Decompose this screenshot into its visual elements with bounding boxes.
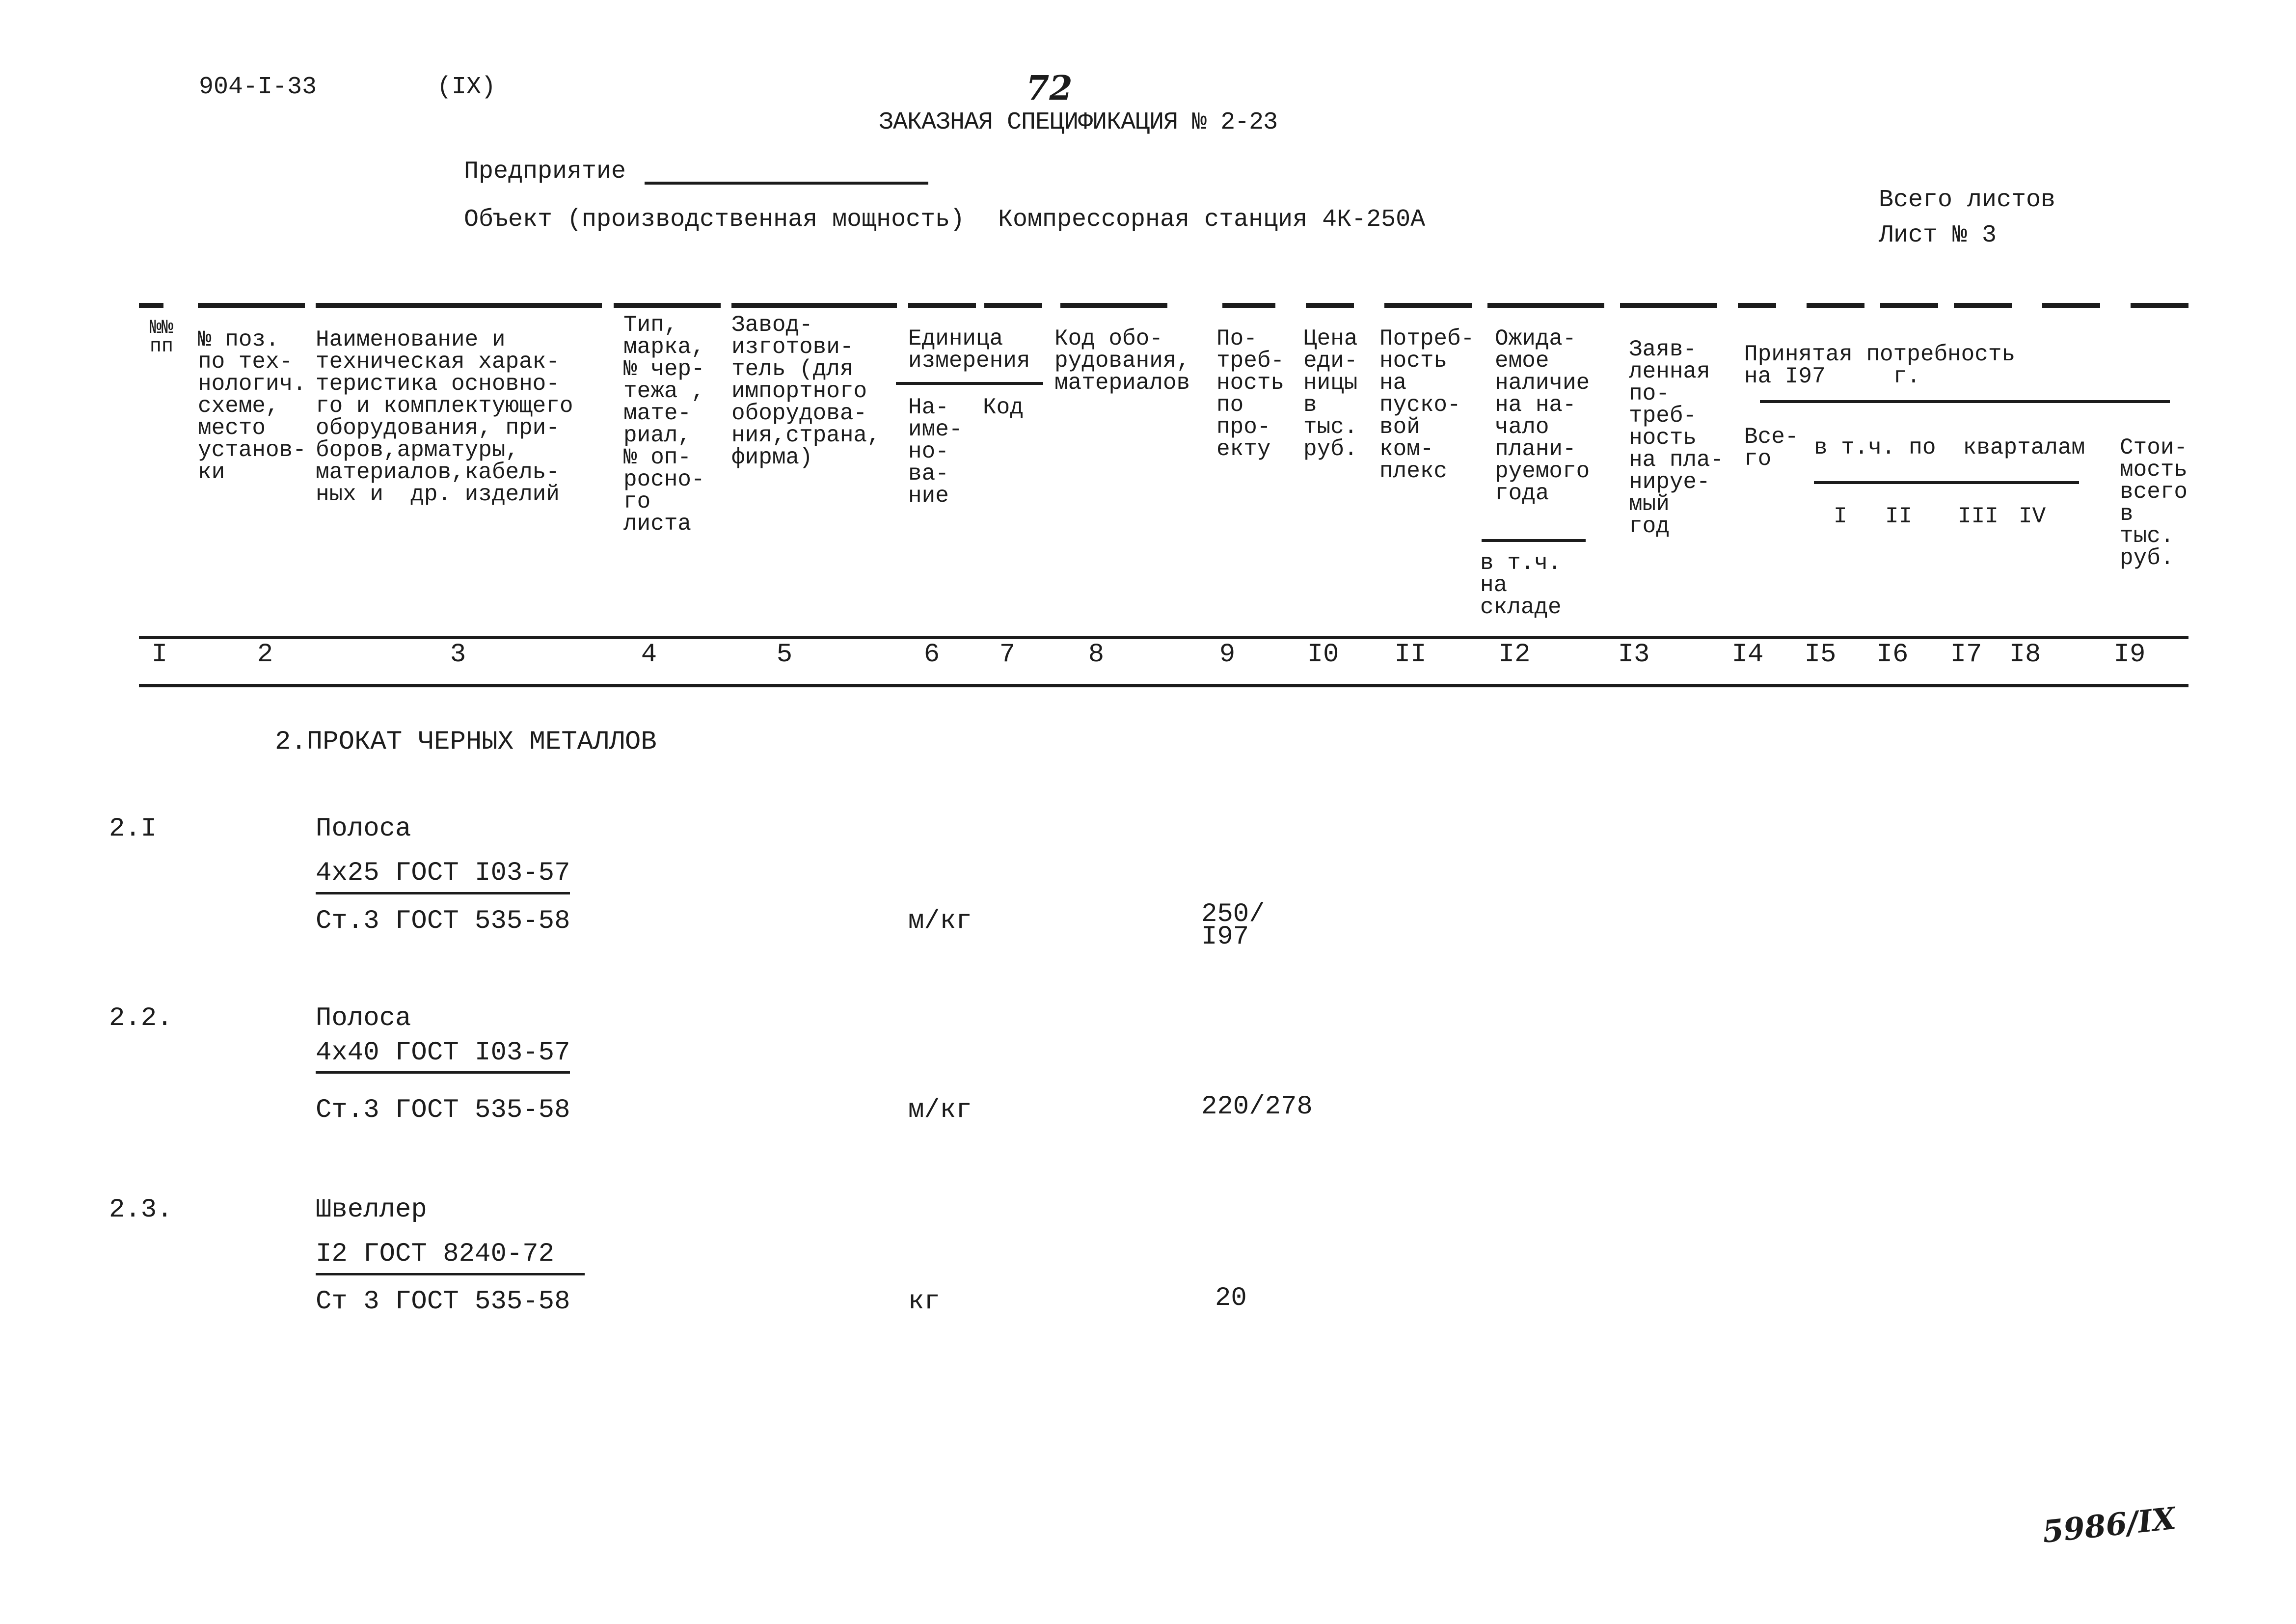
column-number: I2 — [1498, 640, 1531, 670]
item-quantity: 20 — [1215, 1283, 1247, 1313]
item-material: Ст.3 ГОСТ 535-58 — [316, 1095, 570, 1125]
column-number: I3 — [1618, 640, 1650, 670]
object-value: Компрессорная станция 4К-250А — [998, 206, 1426, 234]
item-material: Ст 3 ГОСТ 535-58 — [316, 1287, 570, 1317]
item-name: Швеллер — [316, 1195, 427, 1225]
accepted-group-rule — [1760, 400, 2170, 403]
column-number: 7 — [999, 640, 1016, 670]
page-mark: 72 — [1026, 69, 1073, 108]
item-spec-rule — [316, 1071, 570, 1074]
col-header-19: Стои- мость всего в тыс. руб. — [2120, 435, 2188, 571]
column-number: I5 — [1804, 640, 1837, 670]
item-material: Ст.3 ГОСТ 535-58 — [316, 906, 570, 936]
column-number: I0 — [1307, 640, 1339, 670]
enterprise-label: Предприятие — [464, 158, 626, 186]
column-number: I4 — [1731, 640, 1764, 670]
col-header-quarters-group: в т.ч. по кварталам — [1814, 435, 2085, 460]
item-unit: м/кг — [908, 906, 972, 936]
col-header-4: Тип, марка, № чер- тежа , мате- риал, № оп- росно- го листа — [623, 312, 705, 537]
enterprise-blank-line — [645, 182, 928, 185]
item-quantity: 250/ I97 — [1201, 899, 1265, 952]
column-number: 2 — [257, 640, 273, 670]
col-header-9: По- треб- ность по про- екту — [1216, 326, 1285, 462]
sheet-number: Лист № 3 — [1879, 221, 1997, 249]
column-number: I8 — [2009, 640, 2041, 670]
col-header-q3: III — [1958, 504, 1999, 529]
col-header-q2: II — [1885, 504, 1913, 529]
col-header-14: Все- го — [1744, 424, 1799, 472]
col-header-2: № поз. по тех- нологич. схеме, место установ- ки — [198, 327, 306, 485]
column-number: I9 — [2113, 640, 2146, 670]
column-number: 3 — [450, 640, 466, 670]
column-number: I6 — [1876, 640, 1909, 670]
column-number: 5 — [776, 640, 793, 670]
col-header-3: Наименование и техническая харак- теристика основно- го и комплектующего оборудования, при- боров,арматуры, материалов,кабель- ных и др. изделий — [316, 327, 573, 507]
album-number: (IX) — [437, 73, 496, 101]
col-header-12: Ожида- емое наличие на на- чало плани- руемого года — [1495, 326, 1590, 506]
item-number: 2.I — [109, 814, 157, 844]
item-spec: 4х25 ГОСТ I03-57 — [316, 858, 570, 888]
col-header-1: №№ пп — [150, 317, 174, 358]
col-12-rule — [1482, 539, 1586, 542]
item-unit: кг — [908, 1287, 940, 1317]
col-header-10: Цена еди- ницы в тыс. руб. — [1303, 326, 1358, 462]
item-name: Полоса — [316, 1003, 411, 1033]
column-number: 9 — [1219, 640, 1236, 670]
col-header-5: Завод- изготови- тель (для импортного оборудова- ния,страна, фирма) — [731, 312, 881, 470]
column-number-top-rule — [139, 636, 2188, 639]
column-number-bottom-rule — [139, 684, 2188, 687]
item-spec-rule — [316, 1273, 585, 1275]
item-quantity: 220/278 — [1201, 1092, 1313, 1122]
item-number: 2.3. — [109, 1195, 173, 1225]
col-header-unit-group: Единица измерения — [908, 326, 1030, 374]
col-header-6: На- име- но- ва- ние — [908, 395, 963, 509]
item-spec-rule — [316, 892, 570, 894]
section-title: 2.ПРОКАТ ЧЕРНЫХ МЕТАЛЛОВ — [275, 727, 657, 757]
col-header-q1: I — [1834, 504, 1847, 529]
total-sheets-label: Всего листов — [1879, 186, 2056, 214]
column-number: 8 — [1088, 640, 1105, 670]
column-number: I — [151, 640, 168, 670]
col-header-8: Код обо- рудования, материалов — [1054, 326, 1190, 396]
quarters-group-rule — [1814, 481, 2079, 484]
col-header-12-stock: в т.ч. на складе — [1480, 550, 1562, 620]
column-number: 4 — [641, 640, 657, 670]
item-spec: 4х40 ГОСТ I03-57 — [316, 1038, 570, 1068]
item-unit: м/кг — [908, 1095, 972, 1125]
col-header-q4: IV — [2019, 504, 2046, 529]
col-header-accepted-group: Принятая потребность на I97 г. — [1744, 342, 2016, 389]
item-name: Полоса — [316, 814, 411, 844]
item-spec: I2 ГОСТ 8240-72 — [316, 1239, 555, 1269]
column-number: I7 — [1950, 640, 1982, 670]
column-number: II — [1394, 640, 1427, 670]
unit-group-rule — [896, 382, 1043, 385]
col-header-11: Потреб- ность на пуско- вой ком- плекс — [1379, 326, 1475, 484]
document-code: 904-I-33 — [199, 73, 317, 101]
document-title: ЗАКАЗНАЯ СПЕЦИФИКАЦИЯ № 2-23 — [879, 108, 1278, 136]
col-header-7: Код — [983, 395, 1024, 420]
item-number: 2.2. — [109, 1003, 173, 1033]
col-header-13: Заяв- ленная по- треб- ность на пла- нируе- мый год — [1629, 337, 1724, 539]
archive-stamp: 5986/IX — [2040, 1500, 2178, 1550]
object-label: Объект (производственная мощность) — [464, 206, 965, 234]
column-number: 6 — [923, 640, 940, 670]
